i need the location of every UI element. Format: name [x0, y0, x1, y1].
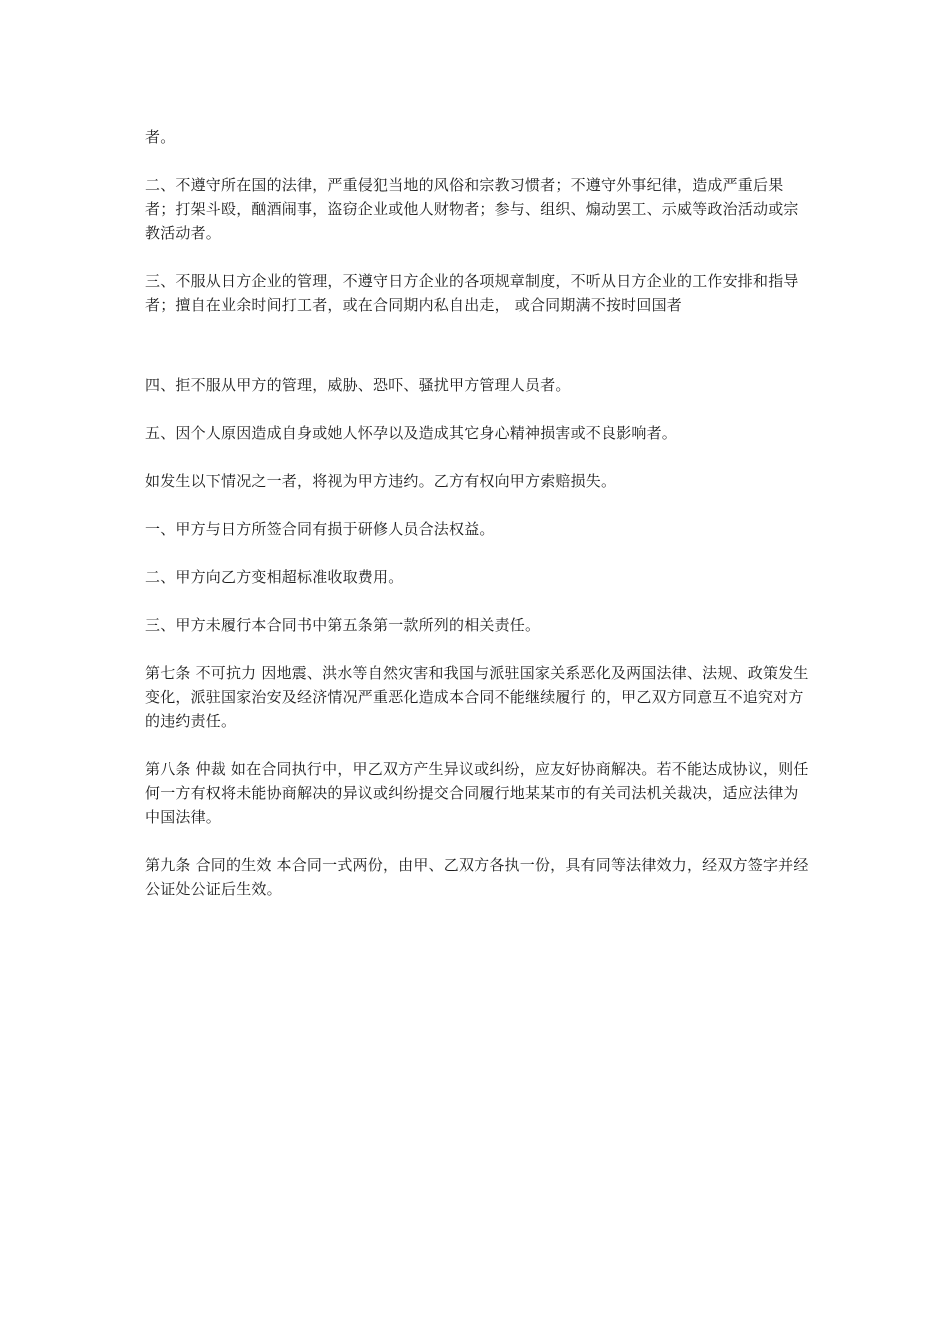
paragraph-article-9-effectiveness: 第九条 合同的生效 本合同一式两份，由甲、乙双方各执一份，具有同等法律效力，经双方签字并经公证处公证后生效。 — [145, 856, 809, 898]
paragraph-breach-2: 二、甲方向乙方变相超标准收取费用。 — [145, 568, 404, 586]
paragraph-clause-2: 二、不遵守所在国的法律，严重侵犯当地的风俗和宗教习惯者；不遵守外事纪律，造成严重后果者；打架斗殴，酗酒闹事，盗窃企业或他人财物者；参与、组织、煽动罢工、示威等政治活动或宗教活动者。 — [145, 176, 799, 242]
paragraph-article-7-force-majeure: 第七条 不可抗力 因地震、洪水等自然灾害和我国与派驻国家关系恶化及两国法律、法规、政策发生变化，派驻国家治安及经济情况严重恶化造成本合同不能继续履行 的，甲乙双方同意互不追究对方的违约责任。 — [145, 664, 809, 730]
paragraph-article-8-arbitration: 第八条 仲裁 如在合同执行中，甲乙双方产生异议或纠纷，应友好协商解决。若不能达成协议，则任何一方有权将未能协商解决的异议或纠纷提交合同履行地某某市的有关司法机关裁决，适应法律为中国法律。 — [145, 760, 809, 826]
paragraph-party-a-breach-intro: 如发生以下情况之一者，将视为甲方违约。乙方有权向甲方索赔损失。 — [145, 472, 617, 490]
paragraph-clause-5: 五、因个人原因造成自身或她人怀孕以及造成其它身心精神损害或不良影响者。 — [145, 424, 678, 442]
paragraph-clause-3: 三、不服从日方企业的管理，不遵守日方企业的各项规章制度，不听从日方企业的工作安排和指导者；擅自在业余时间打工者，或在合同期内私自出走， 或合同期满不按时回国者 — [145, 272, 799, 314]
document-body — [145, 125, 810, 925]
paragraph-continuation: 者。 — [145, 128, 176, 146]
paragraph-breach-1: 一、甲方与日方所签合同有损于研修人员合法权益。 — [145, 520, 495, 538]
paragraph-clause-4: 四、拒不服从甲方的管理，威胁、恐吓、骚扰甲方管理人员者。 — [145, 376, 571, 394]
paragraph-breach-3: 三、甲方未履行本合同书中第五条第一款所列的相关责任。 — [145, 616, 541, 634]
